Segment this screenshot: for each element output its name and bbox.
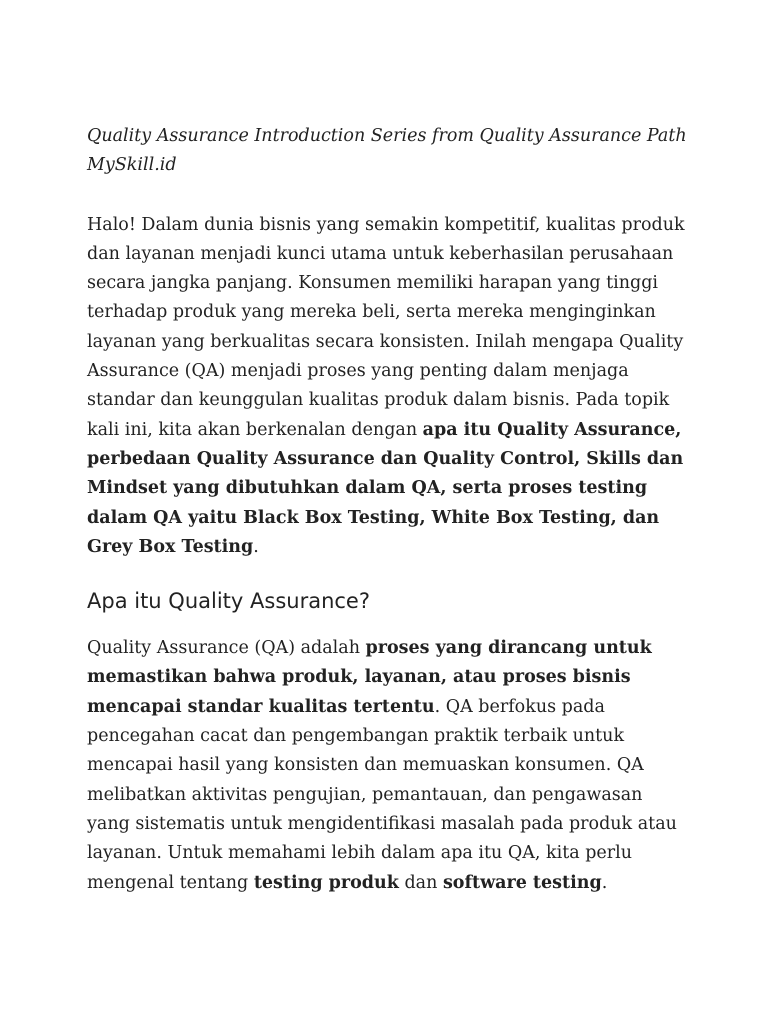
section-heading: Apa itu Quality Assurance? [87, 589, 370, 614]
intro-text: Halo! Dalam dunia bisnis yang semakin kompetitif, kualitas produk dan layanan menjadi kunci utama untuk keberhasilan perusahaan secara jangka panjang. Konsumen memiliki harapan yang tinggi terhadap produk yang mereka beli, serta mereka menginginkan layanan yang berkualitas secara konsisten. Inilah mengapa Quality Assurance (QA) menjadi proses yang penting dalam menjaga standar dan keunggulan kualitas produk dalam bisnis. Pada topik kali ini, kita akan berkenalan dengan [87, 214, 685, 440]
section-text-4: . [601, 872, 608, 893]
section-text-1: Quality Assurance (QA) adalah [87, 638, 366, 659]
section-paragraph [87, 634, 687, 898]
intro-bold-topics: apa itu Quality Assurance, perbedaan Quality Assurance dan Quality Control, Skills dan Mindset yang dibutuhkan dalam QA, serta proses testing dalam QA yaitu Black Box Testing, White Box Testing, dan Grey Box Testing [87, 419, 684, 557]
section-bold-testing-produk: testing produk [253, 872, 399, 893]
intro-text-end: . [253, 536, 259, 557]
intro-paragraph [87, 211, 687, 563]
document-subtitle: Quality Assurance Introduction Series from Quality Assurance Path MySkill.id [87, 126, 687, 176]
section-text-3: dan [398, 872, 443, 893]
section-bold-software-testing: software testing [442, 872, 602, 893]
section-text-2: . QA berfokus pada pencegahan cacat dan pengembangan praktik terbaik untuk mencapai hasil yang konsisten dan memuaskan konsumen. QA melibatkan aktivitas pengujian, pemantauan, dan pengawasan yang sistematis untuk mengidentifikasi masalah pada produk atau layanan. Untuk memahami lebih dalam apa itu QA, kita perlu mengenal tentang [87, 696, 677, 893]
document-page [87, 122, 687, 898]
section-bold-definition: proses yang dirancang untuk memastikan bahwa produk, layanan, atau proses bisnis mencapai standar kualitas tertentu [87, 638, 652, 717]
